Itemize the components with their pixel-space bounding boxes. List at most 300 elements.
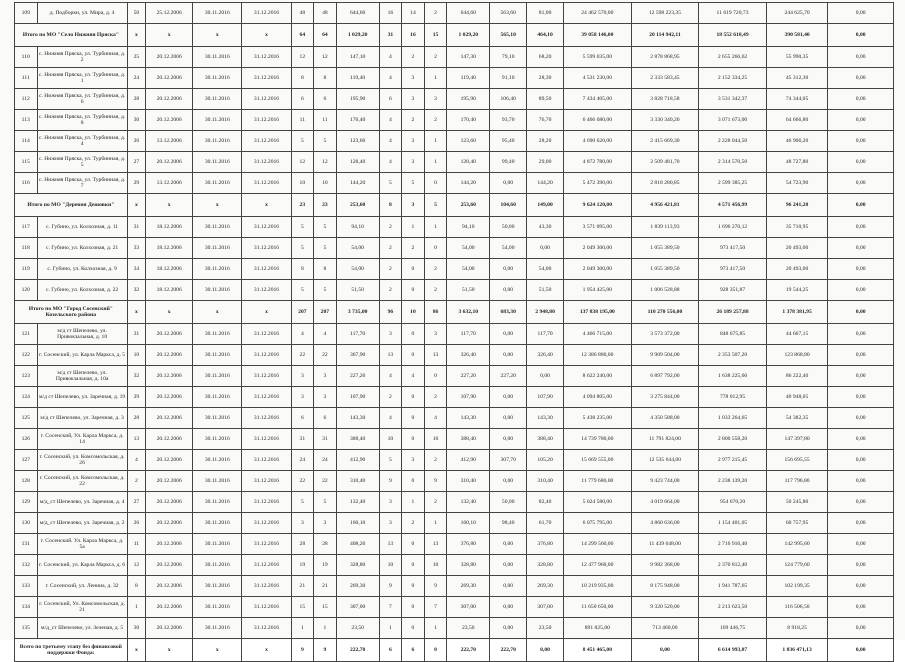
- table-cell: 5: [291, 238, 314, 259]
- table-cell: 222,70: [336, 639, 379, 662]
- table-row: [15, 47, 894, 68]
- table-cell: 31.12.2016: [242, 429, 291, 450]
- table-cell: 89,50: [527, 89, 564, 110]
- table-cell: 0: [424, 173, 447, 194]
- table-cell: 2 213 623,50: [699, 597, 767, 618]
- table-cell: 0,00: [828, 280, 894, 301]
- table-cell: 91,10: [490, 68, 527, 89]
- table-cell: 2: [424, 47, 447, 68]
- table-cell: 144,20: [527, 173, 564, 194]
- table-cell: 18.12.2006: [146, 238, 193, 259]
- table-cell: 79,10: [490, 47, 527, 68]
- table-cell: 23,50: [527, 618, 564, 639]
- table-cell: 16: [402, 24, 425, 47]
- table-cell: 5: [314, 280, 337, 301]
- table-cell: 8: [314, 259, 337, 280]
- table-cell: 20.12.2006: [146, 152, 193, 173]
- table-cell: 0: [402, 471, 425, 492]
- table-cell: 3 573 372,00: [631, 324, 699, 345]
- table-cell: 2 415 669,30: [631, 131, 699, 152]
- table-cell: 30.11.2016: [193, 555, 242, 576]
- table-cell: x: [146, 24, 193, 47]
- table-cell: г. Сосенский, ул. Карла Маркса, д. 6: [37, 555, 127, 576]
- table-row: [15, 89, 894, 110]
- table-cell: 0,00: [527, 639, 564, 662]
- table-cell: 29,00: [527, 152, 564, 173]
- table-cell: 6: [379, 639, 402, 662]
- table-cell: 30.11.2016: [193, 280, 242, 301]
- table-cell: 3: [402, 131, 425, 152]
- table-cell: 51,50: [527, 280, 564, 301]
- table-cell: 2: [402, 110, 425, 131]
- table-cell: 4 690 620,00: [564, 131, 632, 152]
- table-cell: 30.11.2016: [193, 366, 242, 387]
- subtotal-row: [15, 24, 894, 47]
- table-cell: 117: [15, 217, 38, 238]
- table-cell: 3: [402, 450, 425, 471]
- table-cell: 123,60: [447, 131, 490, 152]
- table-cell: 96: [379, 301, 402, 324]
- table-cell: 0,00: [828, 429, 894, 450]
- table-cell: 50,00: [490, 492, 527, 513]
- table-cell: 326,40: [447, 345, 490, 366]
- table-cell: 778 012,95: [699, 387, 767, 408]
- table-cell: 10: [314, 173, 337, 194]
- table-cell: 376,80: [527, 534, 564, 555]
- table-cell: 109: [15, 3, 38, 24]
- table-cell: 8: [314, 68, 337, 89]
- table-row: [15, 492, 894, 513]
- table-cell: 0,00: [490, 534, 527, 555]
- table-cell: 1 696 270,12: [699, 217, 767, 238]
- table-cell: 2: [402, 47, 425, 68]
- table-cell: 23: [291, 194, 314, 217]
- table-cell: 2: [424, 387, 447, 408]
- table-cell: 0,00: [490, 618, 527, 639]
- table-row: [15, 68, 894, 89]
- table-cell: 11 650 650,00: [564, 597, 632, 618]
- table-cell: 3 330 340,20: [631, 110, 699, 131]
- table-cell: 2 049 300,00: [564, 238, 632, 259]
- table-cell: г. Сосенский, Ул. Карла Маркса, д. 14: [37, 429, 127, 450]
- table-cell: x: [127, 301, 145, 324]
- table-cell: 12 477 960,00: [564, 555, 632, 576]
- table-cell: 9 624 120,00: [564, 194, 632, 217]
- table-cell: 0,00: [490, 280, 527, 301]
- table-cell: 16: [379, 3, 402, 24]
- table-cell: 0,00: [828, 110, 894, 131]
- table-cell: 10: [424, 429, 447, 450]
- table-cell: 31.12.2016: [242, 408, 291, 429]
- table-row: [15, 429, 894, 450]
- table-cell: 0,00: [828, 639, 894, 662]
- table-cell: 94,10: [336, 217, 379, 238]
- table-cell: 1: [314, 618, 337, 639]
- table-cell: 54,00: [447, 238, 490, 259]
- table-cell: 6 075 795,00: [564, 513, 632, 534]
- table-cell: 0,00: [527, 238, 564, 259]
- table-cell: 0,00: [828, 450, 894, 471]
- table-cell: с. Нижняя Пряска, ул. Турбинная, д. 1: [37, 68, 127, 89]
- table-cell: 4: [379, 366, 402, 387]
- table-cell: 31.12.2016: [242, 217, 291, 238]
- table-cell: с. Нижняя Пряска, ул. Турбинная, д. 8: [37, 110, 127, 131]
- table-row: [15, 217, 894, 238]
- table-cell: 51,50: [447, 280, 490, 301]
- table-cell: 31.12.2016: [242, 450, 291, 471]
- table-cell: 412,90: [447, 450, 490, 471]
- table-cell: 2 800 558,20: [699, 429, 767, 450]
- table-cell: 26 189 257,88: [699, 301, 767, 324]
- table-cell: 8 175 948,00: [631, 576, 699, 597]
- table-cell: 20 493,00: [766, 259, 827, 280]
- table-cell: 21: [314, 576, 337, 597]
- table-cell: 8 918,25: [766, 618, 827, 639]
- table-cell: 30.11.2016: [193, 238, 242, 259]
- table-cell: 30.11.2016: [193, 597, 242, 618]
- table-cell: 0,00: [490, 173, 527, 194]
- resettlement-table: [14, 2, 894, 662]
- table-cell: 12 598 223,35: [631, 3, 699, 24]
- table-cell: м/д_ст Шепелево, ул. Заречная, д. 2: [37, 513, 127, 534]
- table-cell: 20.12.2006: [146, 68, 193, 89]
- table-cell: 307,70: [490, 450, 527, 471]
- table-cell: 3: [291, 366, 314, 387]
- table-cell: 2 152 334,25: [699, 68, 767, 89]
- table-cell: 50 245,80: [766, 492, 827, 513]
- table-cell: x: [193, 194, 242, 217]
- table-cell: 0,00: [490, 471, 527, 492]
- table-cell: 195,90: [336, 89, 379, 110]
- table-cell: 0,00: [828, 387, 894, 408]
- table-cell: 9: [291, 639, 314, 662]
- table-cell: 20.12.2006: [146, 555, 193, 576]
- table-cell: 122: [15, 345, 38, 366]
- table-cell: 107,90: [527, 387, 564, 408]
- table-cell: с. Нижняя Пряска, ул. Турбинная, д. 6: [37, 89, 127, 110]
- table-cell: Всего по третьему этапу без финансовой поддержки Фонда:: [15, 639, 128, 662]
- table-cell: м/д ст Шепелево, ул. Привокзальная, д. 10: [37, 324, 127, 345]
- table-cell: 30.11.2016: [193, 173, 242, 194]
- table-cell: 31.12.2016: [242, 534, 291, 555]
- table-cell: 5 472 390,00: [564, 173, 632, 194]
- table-cell: 1 638 225,60: [699, 366, 767, 387]
- table-cell: 9: [379, 471, 402, 492]
- table-cell: 0,00: [828, 152, 894, 173]
- table-cell: 5: [314, 217, 337, 238]
- table-cell: 19: [291, 555, 314, 576]
- table-cell: 683,30: [490, 301, 527, 324]
- table-cell: 9: [424, 576, 447, 597]
- table-cell: 1: [424, 131, 447, 152]
- table-cell: 0,00: [828, 24, 894, 47]
- table-cell: 107,90: [336, 387, 379, 408]
- table-cell: 367,90: [336, 345, 379, 366]
- table-cell: 26: [127, 131, 145, 152]
- table-cell: д. Подборки, ул. Мира, д. 4: [37, 3, 127, 24]
- table-cell: 13: [379, 345, 402, 366]
- table-cell: 2 818 280,85: [631, 173, 699, 194]
- table-cell: г. Сосенский, ул. Карла Маркса, д. 5: [37, 345, 127, 366]
- table-cell: 326,40: [527, 345, 564, 366]
- table-cell: 0,00: [828, 217, 894, 238]
- table-cell: 6: [314, 89, 337, 110]
- table-cell: 82,40: [527, 492, 564, 513]
- table-cell: 13.12.2006: [146, 173, 193, 194]
- table-cell: 99,40: [490, 152, 527, 173]
- table-cell: 8: [127, 576, 145, 597]
- table-cell: 4: [379, 68, 402, 89]
- table-cell: 4 956 421,81: [631, 194, 699, 217]
- table-cell: 28: [314, 534, 337, 555]
- table-cell: 20.12.2006: [146, 324, 193, 345]
- table-cell: 2: [379, 387, 402, 408]
- table-row: [15, 259, 894, 280]
- table-cell: 3: [379, 324, 402, 345]
- table-cell: 0,00: [828, 173, 894, 194]
- table-cell: 3: [291, 387, 314, 408]
- table-cell: 1 836 471,13: [766, 639, 827, 662]
- table-cell: 54,00: [527, 259, 564, 280]
- table-cell: 125: [15, 408, 38, 429]
- table-cell: 31.12.2016: [242, 89, 291, 110]
- table-cell: 328,80: [336, 555, 379, 576]
- table-cell: x: [146, 639, 193, 662]
- table-cell: 11: [314, 110, 337, 131]
- table-cell: 12 386 880,00: [564, 345, 632, 366]
- table-cell: 5: [291, 280, 314, 301]
- table-cell: 107,90: [447, 387, 490, 408]
- table-cell: x: [193, 301, 242, 324]
- table-cell: 117,70: [447, 324, 490, 345]
- table-cell: 21: [291, 576, 314, 597]
- table-cell: 8 622 240,00: [564, 366, 632, 387]
- table-cell: 156 695,55: [766, 450, 827, 471]
- table-row: [15, 366, 894, 387]
- table-cell: 64 666,80: [766, 110, 827, 131]
- table-cell: 6: [402, 639, 425, 662]
- table-cell: 31: [127, 217, 145, 238]
- table-cell: 8: [379, 194, 402, 217]
- table-row: [15, 450, 894, 471]
- table-cell: 0,00: [490, 576, 527, 597]
- table-cell: 9 982 368,00: [631, 555, 699, 576]
- table-cell: 0,00: [828, 534, 894, 555]
- table-cell: 6: [314, 408, 337, 429]
- table-cell: 119: [15, 259, 38, 280]
- table-cell: 388,40: [336, 429, 379, 450]
- table-cell: 3 571 095,00: [564, 217, 632, 238]
- table-cell: 129: [15, 492, 38, 513]
- table-cell: 144,20: [336, 173, 379, 194]
- table-cell: с. Нижняя Пряска, ул. Турбинная, д. 2: [37, 47, 127, 68]
- table-cell: 310,40: [527, 471, 564, 492]
- table-cell: 4 019 664,00: [631, 492, 699, 513]
- table-cell: 2: [424, 492, 447, 513]
- table-cell: 4 860 636,00: [631, 513, 699, 534]
- table-row: [15, 387, 894, 408]
- table-cell: 30.11.2016: [193, 47, 242, 68]
- table-cell: 32: [127, 366, 145, 387]
- table-cell: 11: [127, 534, 145, 555]
- table-cell: 3 275 844,00: [631, 387, 699, 408]
- table-row: [15, 131, 894, 152]
- table-cell: 18 552 618,49: [699, 24, 767, 47]
- table-cell: 104,60: [490, 194, 527, 217]
- table-cell: 11 791 824,00: [631, 429, 699, 450]
- table-cell: 5: [314, 492, 337, 513]
- table-cell: 0: [402, 280, 425, 301]
- table-cell: 120: [15, 280, 38, 301]
- table-cell: 3: [424, 89, 447, 110]
- table-cell: 207: [314, 301, 337, 324]
- table-cell: 48: [314, 3, 337, 24]
- table-cell: 1 055 389,50: [631, 238, 699, 259]
- table-cell: 307,00: [527, 597, 564, 618]
- table-row: [15, 471, 894, 492]
- table-cell: 0,00: [828, 618, 894, 639]
- table-cell: м/д_ст Шепелево, ул. Заречная, д. 4: [37, 492, 127, 513]
- table-cell: 30.11.2016: [193, 429, 242, 450]
- table-cell: 18.12.2006: [146, 280, 193, 301]
- table-cell: 0: [424, 238, 447, 259]
- table-cell: 30.11.2016: [193, 3, 242, 24]
- table-cell: 0,00: [490, 345, 527, 366]
- table-cell: 114: [15, 131, 38, 152]
- table-cell: 10: [379, 429, 402, 450]
- table-cell: 31.12.2016: [242, 259, 291, 280]
- table-cell: 388,40: [447, 429, 490, 450]
- table-cell: 20.12.2006: [146, 471, 193, 492]
- table-cell: 20 493,00: [766, 238, 827, 259]
- table-cell: 15: [291, 597, 314, 618]
- table-cell: 132,40: [336, 492, 379, 513]
- table-cell: 10: [402, 301, 425, 324]
- table-row: [15, 534, 894, 555]
- table-cell: 0,00: [490, 259, 527, 280]
- table-cell: x: [242, 301, 291, 324]
- table-cell: 10 219 935,00: [564, 576, 632, 597]
- table-cell: 6: [291, 408, 314, 429]
- table-cell: 222,70: [447, 639, 490, 662]
- table-cell: 110 270 556,00: [631, 301, 699, 324]
- table-cell: с. Нижняя Пряска, ул. Турбинная, д. 7: [37, 173, 127, 194]
- table-cell: 147 397,80: [766, 429, 827, 450]
- table-cell: 20.12.2006: [146, 366, 193, 387]
- table-cell: 20.12.2006: [146, 492, 193, 513]
- table-cell: 307,00: [336, 597, 379, 618]
- table-cell: 76,70: [527, 110, 564, 131]
- table-cell: 954 670,20: [699, 492, 767, 513]
- table-cell: 253,60: [447, 194, 490, 217]
- table-cell: 134: [15, 597, 38, 618]
- table-cell: x: [127, 194, 145, 217]
- table-cell: 6: [379, 89, 402, 110]
- table-cell: 5: [291, 217, 314, 238]
- table-cell: 45 312,30: [766, 68, 827, 89]
- table-cell: 12: [127, 555, 145, 576]
- table-cell: 0: [402, 555, 425, 576]
- table-cell: 144,20: [447, 173, 490, 194]
- table-cell: 408,20: [336, 534, 379, 555]
- table-cell: 4 094 805,00: [564, 387, 632, 408]
- table-cell: 124 779,60: [766, 555, 827, 576]
- table-cell: 0: [402, 387, 425, 408]
- table-cell: 390 581,40: [766, 24, 827, 47]
- table-cell: 31.12.2016: [242, 110, 291, 131]
- table-cell: 12: [291, 47, 314, 68]
- table-cell: 31.12.2016: [242, 513, 291, 534]
- table-cell: 13: [127, 429, 145, 450]
- table-cell: 8: [291, 259, 314, 280]
- table-cell: 121: [15, 324, 38, 345]
- table-row: [15, 324, 894, 345]
- table-cell: 3 531 342,37: [699, 89, 767, 110]
- table-cell: 30: [127, 110, 145, 131]
- table-cell: 928 351,87: [699, 280, 767, 301]
- table-cell: 2 370 812,40: [699, 555, 767, 576]
- table-cell: 31.12.2016: [242, 471, 291, 492]
- table-cell: 0,00: [490, 597, 527, 618]
- table-cell: 131: [15, 534, 38, 555]
- table-cell: 4 872 780,00: [564, 152, 632, 173]
- table-cell: 31.12.2016: [242, 555, 291, 576]
- table-cell: 0,00: [828, 555, 894, 576]
- table-cell: 31: [379, 24, 402, 47]
- table-cell: 169 446,75: [699, 618, 767, 639]
- table-cell: 25: [127, 47, 145, 68]
- table-cell: 22: [314, 471, 337, 492]
- table-cell: 30.11.2016: [193, 471, 242, 492]
- table-cell: 4: [291, 324, 314, 345]
- table-cell: 3: [379, 513, 402, 534]
- table-cell: 0,00: [828, 47, 894, 68]
- table-cell: 30.11.2016: [193, 576, 242, 597]
- table-cell: x: [242, 639, 291, 662]
- table-cell: 22: [291, 471, 314, 492]
- table-cell: 9 423 744,00: [631, 471, 699, 492]
- table-cell: 48: [291, 3, 314, 24]
- table-cell: x: [146, 301, 193, 324]
- table-cell: 5: [291, 131, 314, 152]
- table-cell: с. Нижняя Пряска, ул. Турбинная, д. 4: [37, 131, 127, 152]
- table-cell: с. Губино, ул. Колхозная, д. 22: [37, 280, 127, 301]
- table-cell: 2 049 300,00: [564, 259, 632, 280]
- table-cell: 222,70: [490, 639, 527, 662]
- table-cell: 19: [314, 555, 337, 576]
- table-cell: 143,30: [336, 408, 379, 429]
- table-cell: 31.12.2016: [242, 131, 291, 152]
- table-cell: 28: [127, 408, 145, 429]
- table-cell: 0: [402, 429, 425, 450]
- table-cell: 54,00: [447, 259, 490, 280]
- table-cell: 1 839 113,93: [631, 217, 699, 238]
- table-cell: 40 948,05: [766, 387, 827, 408]
- table-cell: 12: [314, 152, 337, 173]
- table-cell: 31.12.2016: [242, 387, 291, 408]
- table-row: [15, 408, 894, 429]
- table-cell: 6 897 792,00: [631, 366, 699, 387]
- table-row: [15, 345, 894, 366]
- table-cell: м/д ст Шепелево, ул. Привокзальная, д. 10а: [37, 366, 127, 387]
- table-cell: 9: [424, 471, 447, 492]
- table-cell: 22: [291, 345, 314, 366]
- table-cell: 2: [127, 471, 145, 492]
- table-cell: 128: [15, 471, 38, 492]
- table-cell: 13: [424, 345, 447, 366]
- subtotal-row: [15, 639, 894, 662]
- table-cell: 5 599 035,00: [564, 47, 632, 68]
